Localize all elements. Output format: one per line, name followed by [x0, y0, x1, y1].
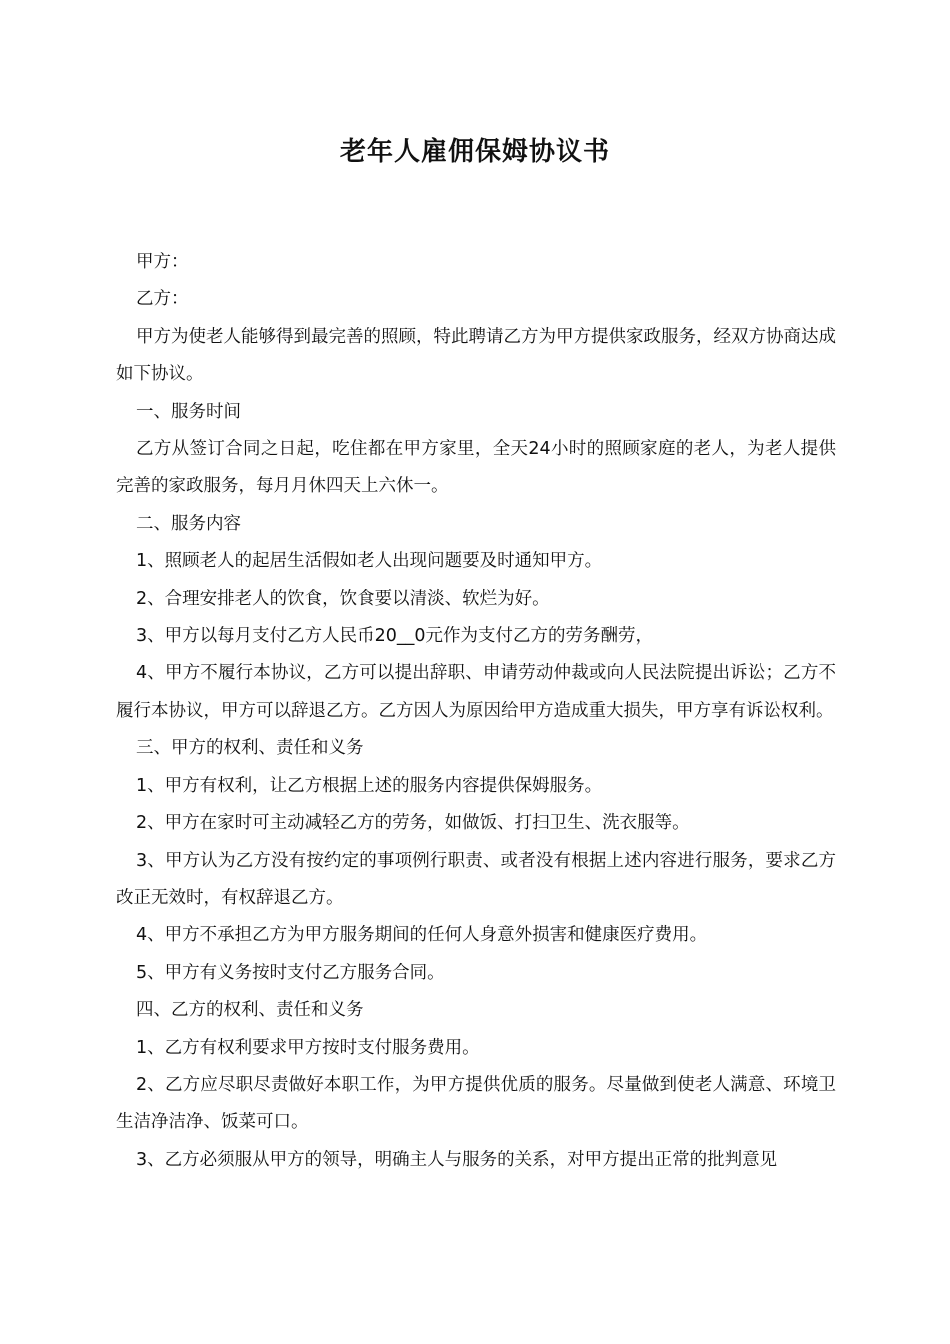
party-b-rights-item-1: 1、乙方有权利要求甲方按时支付服务费用。 [136, 1037, 480, 1058]
party-b-line: 乙方： [136, 289, 189, 310]
party-a-line: 甲方： [136, 252, 189, 272]
service-content-item-2: 2、合理安排老人的饮食，饮食要以清淡、软烂为好。 [136, 588, 550, 609]
section-heading-party-b-rights: 四、乙方的权利、责任和义务 [136, 1000, 364, 1021]
service-content-item-3: 3、甲方以每月支付乙方人民币20__0元作为支付乙方的劳务酬劳， [136, 626, 654, 647]
party-a-rights-item-3: 3、甲方认为乙方没有按约定的事项例行职责、或者没有根据上述内容进行服务，要求乙方改正无效时，有权辞退乙方。 [116, 850, 836, 908]
section-heading-service-content: 二、服务内容 [136, 513, 241, 534]
party-a-rights-item-5: 5、甲方有义务按时支付乙方服务合同。 [136, 962, 445, 983]
document-title: 老年人雇佣保姆协议书 [339, 137, 610, 167]
party-b-rights-item-3: 3、乙方必须服从甲方的领导，明确主人与服务的关系，对甲方提出正常的批判意见 [136, 1149, 778, 1170]
party-a-rights-item-1: 1、甲方有权利，让乙方根据上述的服务内容提供保姆服务。 [136, 775, 603, 796]
service-time-paragraph: 乙方从签订合同之日起，吃住都在甲方家里，全天24小时的照顾家庭的老人，为老人提供完善的家政服务，每月月休四天上六休一。 [116, 439, 836, 497]
document-body [116, 244, 836, 1179]
section-heading-service-time: 一、服务时间 [136, 401, 241, 422]
preamble-paragraph: 甲方为使老人能够得到最完善的照顾，特此聘请乙方为甲方提供家政服务，经双方协商达成如下协议。 [116, 326, 836, 385]
party-a-rights-item-4: 4、甲方不承担乙方为甲方服务期间的任何人身意外损害和健康医疗费用。 [136, 925, 708, 946]
service-content-item-1: 1、照顾老人的起居生活假如老人出现问题要及时通知甲方。 [136, 551, 603, 572]
party-a-rights-item-2: 2、甲方在家时可主动减轻乙方的劳务，如做饭、打扫卫生、洗衣服等。 [136, 813, 690, 834]
service-content-item-4: 4、甲方不履行本协议，乙方可以提出辞职、申请劳动仲裁或向人民法院提出诉讼；乙方不履行本协议，甲方可以辞退乙方。乙方因人为原因给甲方造成重大损失，甲方享有诉讼权利。 [116, 663, 836, 721]
party-b-rights-item-2: 2、乙方应尽职尽责做好本职工作，为甲方提供优质的服务。尽量做到使老人满意、环境卫生洁净洁净、饭菜可口。 [116, 1074, 836, 1133]
section-heading-party-a-rights: 三、甲方的权利、责任和义务 [136, 738, 364, 759]
